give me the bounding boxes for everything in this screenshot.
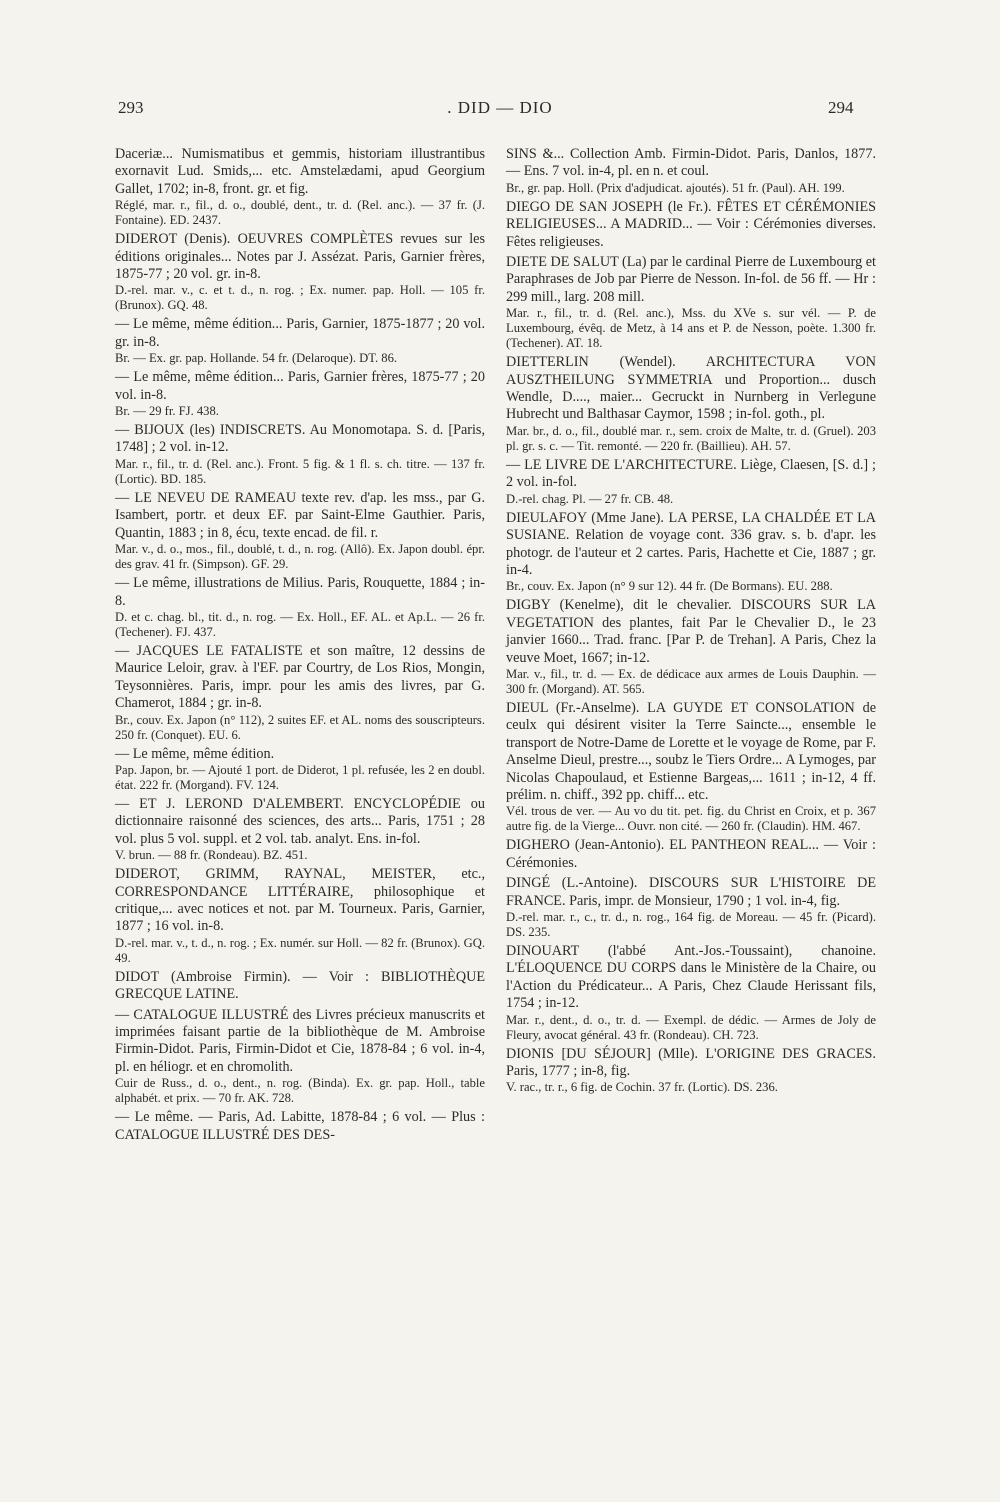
catalog-entry: DIEULAFOY (Mme Jane). LA PERSE, LA CHALDÉE ET LA SUSIANE. Relation de voyage cont. 336 grav. s. b. d'apr. les photogr. de l'auteur et 2 cartes. Paris, Hachette et Cie, 1887 ; gr. in-4. (506, 509, 876, 578)
entry-note: Mar. v., fil., tr. d. — Ex. de dédicace aux armes de Louis Dauphin. — 300 fr. (Morgand). AT. 565. (506, 666, 876, 696)
entry-note: Br., gr. pap. Holl. (Prix d'adjudicat. ajoutés). 51 fr. (Paul). AH. 199. (506, 180, 845, 195)
catalog-entry: — CATALOGUE ILLUSTRÉ des Livres précieux manuscrits et imprimées faisant partie de la bibliothèque de M. Ambroise Firmin-Didot. Paris, Firmin-Didot et Cie, 1878-84 ; 6 vol. in-4, pl. en héliogr. et en chromolith. (115, 1006, 485, 1075)
entry-note: Mar. r., fil., tr. d. (Rel. anc.), Mss. du XVe s. sur vél. — P. de Luxembourg, évêq. de Metz, à 14 ans et P. de Nesson, poète. 1.300 fr. (Techener). AT. 18. (506, 306, 876, 351)
page-header (0, 98, 1000, 124)
catalog-entry: — BIJOUX (les) INDISCRETS. Au Monomotapa. S. d. [Paris, 1748] ; 2 vol. in-12. (115, 422, 485, 456)
catalog-entry: — LE LIVRE DE L'ARCHITECTURE. Liège, Claesen, [S. d.] ; 2 vol. in-fol. (506, 456, 876, 491)
entry-note: Br. — 29 fr. FJ. 438. (115, 404, 219, 419)
catalog-entry: DIDEROT (Denis). OEUVRES COMPLÈTES revues sur les éditions originales... Notes par J. Assézat. Paris, Garnier frères, 1875-77 ; 20 vol. gr. in-8. (115, 231, 485, 283)
page-number-left: 293 (118, 98, 144, 117)
catalog-entry: — Le même. — Paris, Ad. Labitte, 1878-84 ; 6 vol. — Plus : CATALOGUE ILLUSTRÉ DES DES- (115, 1109, 485, 1143)
entry-note: D. et c. chag. bl., tit. d., n. rog. — Ex. Holl., EF. AL. et Ap.L. — 26 fr. (Techener). FJ. 437. (115, 609, 485, 639)
entry-note: Mar. r., dent., d. o., tr. d. — Exempl. de dédic. — Armes de Joly de Fleury, avocat général. 43 fr. (Rondeau). CH. 723. (506, 1012, 876, 1042)
page-number-right: 294 (828, 98, 854, 117)
right-column (506, 143, 876, 1095)
entry-note: Mar. v., d. o., mos., fil., doublé, t. d., n. rog. (Allô). Ex. Japon doubl. épr. des grav. 41 fr. (Simpson). GF. 29. (115, 542, 485, 572)
catalog-entry: DIGHERO (Jean-Antonio). EL PANTHEON REAL... — Voir : Cérémonies. (506, 837, 876, 871)
catalog-entry: DIGBY (Kenelme), dit le chevalier. DISCOURS SUR LA VEGETATION des plantes, fait Par le Chevalier D., le 23 janvier 1660... Trad. franc. [Par P. de Trehan]. A Paris, Chez la veuve Moet, 1667; in-12. (506, 597, 876, 666)
catalog-entry: — Le même, illustrations de Milius. Paris, Rouquette, 1884 ; in-8. (115, 575, 485, 609)
catalog-entry: DIETTERLIN (Wendel). ARCHITECTURA VON AUSZTHEILUNG SYMMETRIA und Proportion... dusch Wendle, D...., maier... Gecruckt in Nurnberg in Verlegune Hubrecht und Balthasar Caymor, 1598 ; in-fol. goth., pl. (506, 354, 876, 423)
catalog-entry: — JACQUES LE FATALISTE et son maître, 12 dessins de Maurice Leloir, grav. à l'EF. par Courtry, de Los Rios, Mongin, Teysonnières. Paris, impr. pour les amis des livres, par G. Chamerot, 1884 ; gr. in-8. (115, 642, 485, 712)
entry-note: Br., couv. Ex. Japon (n° 9 sur 12). 44 fr. (De Bormans). EU. 288. (506, 579, 833, 594)
catalog-entry: — Le même, même édition... Paris, Garnier frères, 1875-77 ; 20 vol. in-8. (115, 369, 485, 403)
entry-note: Réglé, mar. r., fil., d. o., doublé, dent., tr. d. (Rel. anc.). — 37 fr. (J. Fontaine). ED. 2437. (115, 198, 485, 228)
entry-note: Br. — Ex. gr. pap. Hollande. 54 fr. (Delaroque). DT. 86. (115, 351, 398, 366)
catalog-entry: DIETE DE SALUT (La) par le cardinal Pierre de Luxembourg et Paraphrases de Job par Pierre de Nesson. In-fol. de 56 ff. — Hr : 299 mill., larg. 208 mill. (506, 254, 876, 305)
entry-note: Cuir de Russ., d. o., dent., n. rog. (Binda). Ex. gr. pap. Holl., table alphabét. et prix. — 70 fr. AK. 728. (115, 1076, 485, 1106)
entry-note: D.-rel. mar. v., c. et t. d., n. rog. ; Ex. numer. pap. Holl. — 105 fr. (Brunox). GQ. 48. (115, 283, 485, 313)
catalog-entry: DINGÉ (L.-Antoine). DISCOURS SUR L'HISTOIRE DE FRANCE. Paris, impr. de Monsieur, 1790 ; 1 vol. in-4, fig. (506, 875, 876, 909)
entry-note: Vél. trous de ver. — Au vo du tit. pet. fig. du Christ en Croix, et p. 367 autre fig. de la Vierge... Ouvr. non cité. — 260 fr. (Claudin). HM. 467. (506, 804, 876, 834)
entry-note: Mar. br., d. o., fil., doublé mar. r., sem. croix de Malte, tr. d. (Gruel). 203 pl. gr. s. c. — Tit. remonté. — 220 fr. (Baillieu). AH. 57. (506, 423, 876, 453)
catalog-entry: DIEGO DE SAN JOSEPH (le Fr.). FÊTES ET CÉRÉMONIES RELIGIEUSES... A MADRID... — Voir : Cérémonies diverses. Fêtes religieuses. (506, 198, 876, 250)
entry-note: Mar. r., fil., tr. d. (Rel. anc.). Front. 5 fig. & 1 fl. s. ch. titre. — 137 fr. (Lortic). BD. 185. (115, 456, 485, 486)
entry-note: Br., couv. Ex. Japon (n° 112), 2 suites EF. et AL. noms des souscripteurs. 250 fr. (Conquet). EU. 6. (115, 712, 485, 742)
left-column (115, 143, 485, 1144)
catalog-entry: DIDOT (Ambroise Firmin). — Voir : BIBLIOTHÈQUE GRECQUE LATINE. (115, 968, 485, 1003)
catalog-entry: Daceriæ... Numismatibus et gemmis, historiam illustrantibus exornavit Lud. Smids,... etc. Amstelædami, apud Georgium Gallet, 1702; in-8, front. gr. et fig. (115, 146, 485, 197)
entry-note: V. brun. — 88 fr. (Rondeau). BZ. 451. (115, 848, 308, 863)
catalog-entry: SINS &... Collection Amb. Firmin-Didot. Paris, Danlos, 1877. — Ens. 7 vol. in-4, pl. en n. et coul. (506, 146, 876, 180)
entry-note: D.-rel. mar. v., t. d., n. rog. ; Ex. numér. sur Holl. — 82 fr. (Brunox). GQ. 49. (115, 935, 485, 965)
running-title: . DID — DIO (447, 98, 553, 117)
catalog-entry: — LE NEVEU DE RAMEAU texte rev. d'ap. les mss., par G. Isambert, portr. et deux EF. par Saint-Elme Gauthier. Paris, Quantin, 1883 ; in 8, écu, texte encad. de fil. r. (115, 489, 485, 541)
entry-note: Pap. Japon, br. — Ajouté 1 port. de Diderot, 1 pl. refusée, les 2 en doubl. état. 222 fr. (Morgand). FV. 124. (115, 762, 485, 792)
catalog-entry: DINOUART (l'abbé Ant.-Jos.-Toussaint), chanoine. L'ÉLOQUENCE DU CORPS dans le Ministère de la Chaire, ou l'Action du Prédicateur... A Paris, Chez Claude Herissant fils, 1754 ; in-12. (506, 943, 876, 1012)
catalog-entry: DIDEROT, GRIMM, RAYNAL, MEISTER, etc., CORRESPONDANCE LITTÉRAIRE, philosophique et critique,... avec notices et not. par M. Tourneux. Paris, Garnier, 1877 ; 16 vol. in-8. (115, 866, 485, 935)
catalog-entry: — Le même, même édition... Paris, Garnier, 1875-1877 ; 20 vol. gr. in-8. (115, 316, 485, 350)
entry-note: V. rac., tr. r., 6 fig. de Cochin. 37 fr. (Lortic). DS. 236. (506, 1080, 778, 1095)
catalog-entry: DIEUL (Fr.-Anselme). LA GUYDE ET CONSOLATION de ceulx qui désirent visiter la Terre Saincte..., ensemble le transport de Notre-Dame de Lorette et le voyage de Rome, par F. Anselme Dieul, prestre..., soubz le Tiers Ordre... A Lymoges, par Nicolas Chapoulaud, et Estienne Bargeas,... 1611 ; in-12, 4 ff. prélim. n. chiff., 392 pp. chiff... etc. (506, 699, 876, 803)
catalog-entry: — ET J. LEROND D'ALEMBERT. ENCYCLOPÉDIE ou dictionnaire raisonné des sciences, des arts... Paris, 1751 ; 28 vol. plus 5 vol. suppl. et 2 vol. tab. analyt. Ens. in-fol. (115, 795, 485, 847)
entry-note: D.-rel. mar. r., c., tr. d., n. rog., 164 fig. de Moreau. — 45 fr. (Picard). DS. 235. (506, 910, 876, 939)
catalog-entry: DIONIS [DU SÉJOUR] (Mlle). L'ORIGINE DES GRACES. Paris, 1777 ; in-8, fig. (506, 1045, 876, 1080)
entry-note: D.-rel. chag. Pl. — 27 fr. CB. 48. (506, 491, 674, 506)
catalog-entry: — Le même, même édition. (115, 745, 275, 762)
